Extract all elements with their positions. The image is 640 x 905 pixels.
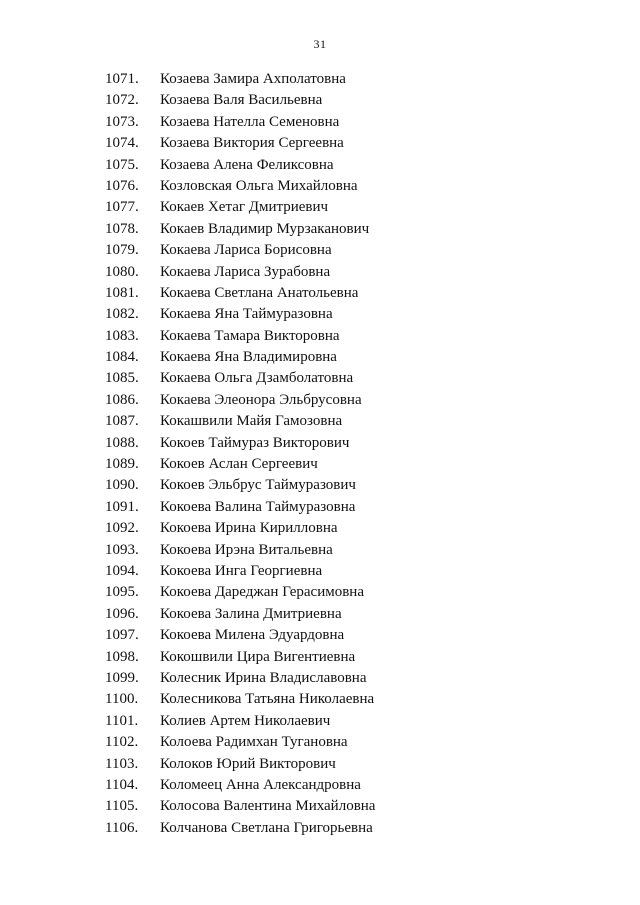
list-item [0, 796, 640, 817]
entry-number: 1105. [105, 798, 139, 815]
entry-name: Кокоев Эльбрус Таймуразович [160, 477, 356, 494]
entry-number: 1104. [105, 776, 139, 793]
entry-number: 1101. [105, 712, 139, 729]
entry-number: 1097. [105, 627, 139, 644]
list-item [0, 518, 640, 539]
entry-name: Козаева Виктория Сергеевна [160, 135, 344, 152]
entry-name: Кокаева Яна Владимировна [160, 349, 337, 366]
list-item [0, 668, 640, 689]
list-item [0, 775, 640, 796]
list-item [0, 240, 640, 261]
list-item [0, 540, 640, 561]
entry-name: Кокоева Валина Таймуразовна [160, 498, 356, 515]
list-item [0, 69, 640, 90]
list-item [0, 219, 640, 240]
entry-number: 1081. [105, 284, 139, 301]
list-item [0, 689, 640, 710]
list-item [0, 133, 640, 154]
list-item [0, 497, 640, 518]
entry-name: Кокоева Милена Эдуардовна [160, 627, 345, 644]
list-item [0, 112, 640, 133]
entry-number: 1089. [105, 456, 139, 473]
entry-number: 1078. [105, 220, 139, 237]
list-item [0, 368, 640, 389]
entry-name: Кокаев Хетаг Дмитриевич [160, 199, 329, 216]
entry-name: Кокаева Элеонора Эльбрусовна [160, 391, 362, 408]
entry-number: 1087. [105, 413, 139, 430]
entry-number: 1091. [105, 498, 139, 515]
entry-name: Колиев Артем Николаевич [160, 712, 331, 729]
entry-name: Кокоева Дареджан Герасимовна [160, 584, 364, 601]
entry-number: 1073. [105, 113, 139, 130]
list-item [0, 90, 640, 111]
entry-name: Кокаева Лариса Борисовна [160, 242, 332, 259]
list-item [0, 390, 640, 411]
entry-number: 1093. [105, 541, 139, 558]
entry-name: Колоков Юрий Викторович [160, 755, 336, 772]
entry-number: 1077. [105, 199, 139, 216]
entry-number: 1085. [105, 370, 139, 387]
entry-number: 1092. [105, 520, 139, 537]
list-item [0, 197, 640, 218]
entry-name: Кокоева Ирэна Витальевна [160, 541, 333, 558]
entry-name: Кокашвили Майя Гамозовна [160, 413, 343, 430]
list-item [0, 475, 640, 496]
list-item [0, 262, 640, 283]
entry-number: 1100. [105, 691, 139, 708]
entry-number: 1075. [105, 156, 139, 173]
entry-name: Кокаева Светлана Анатольевна [160, 284, 359, 301]
list-item [0, 326, 640, 347]
name-list [0, 69, 640, 839]
list-item [0, 454, 640, 475]
entry-name: Кокаева Лариса Зурабовна [160, 263, 331, 280]
list-item [0, 347, 640, 368]
entry-number: 1098. [105, 648, 139, 665]
entry-name: Кокаева Тамара Викторовна [160, 327, 340, 344]
entry-number: 1079. [105, 242, 139, 259]
entry-name: Козаева Валя Васильевна [160, 92, 323, 109]
entry-name: Кокоева Залина Дмитриевна [160, 605, 342, 622]
list-item [0, 155, 640, 176]
entry-name: Кокоева Ирина Кирилловна [160, 520, 338, 537]
list-item [0, 711, 640, 732]
entry-number: 1080. [105, 263, 139, 280]
entry-name: Кокаева Ольга Дзамболатовна [160, 370, 354, 387]
list-item [0, 582, 640, 603]
list-item [0, 176, 640, 197]
entry-name: Колчанова Светлана Григорьевна [160, 819, 373, 836]
entry-number: 1090. [105, 477, 139, 494]
list-item [0, 304, 640, 325]
entry-name: Колосова Валентина Михайловна [160, 798, 376, 815]
entry-number: 1071. [105, 71, 139, 87]
list-item [0, 754, 640, 775]
entry-name: Козаева Замира Ахполатовна [160, 71, 346, 87]
entry-name: Колоева Радимхан Тугановна [160, 734, 348, 751]
page-number: 31 [313, 37, 327, 51]
entry-number: 1095. [105, 584, 139, 601]
list-item [0, 625, 640, 646]
entry-number: 1094. [105, 562, 139, 579]
entry-name: Коломеец Анна Александровна [160, 776, 361, 793]
entry-name: Кокошвили Цира Вигентиевна [160, 648, 356, 665]
entry-number: 1106. [105, 819, 139, 836]
entry-name: Кокаева Яна Таймуразовна [160, 306, 333, 323]
entry-number: 1086. [105, 391, 139, 408]
list-item [0, 647, 640, 668]
entry-number: 1072. [105, 92, 139, 109]
list-item [0, 283, 640, 304]
list-item [0, 732, 640, 753]
entry-number: 1084. [105, 349, 139, 366]
entry-name: Козаева Нателла Семеновна [160, 113, 340, 130]
entry-name: Кокаев Владимир Мурзаканович [160, 220, 370, 237]
entry-number: 1099. [105, 669, 139, 686]
entry-name: Козаева Алена Феликсовна [160, 156, 334, 173]
list-item [0, 818, 640, 839]
entry-number: 1103. [105, 755, 139, 772]
list-item [0, 433, 640, 454]
entry-name: Кокоев Аслан Сергеевич [160, 456, 318, 473]
entry-number: 1102. [105, 734, 139, 751]
entry-number: 1083. [105, 327, 139, 344]
entry-name: Колесникова Татьяна Николаевна [160, 691, 375, 708]
entry-name: Кокоева Инга Георгиевна [160, 562, 323, 579]
entry-name: Кокоев Таймураз Викторович [160, 434, 350, 451]
entry-name: Колесник Ирина Владиславовна [160, 669, 367, 686]
entry-name: Козловская Ольга Михайловна [160, 177, 358, 194]
entry-number: 1076. [105, 177, 139, 194]
list-item [0, 411, 640, 432]
entry-number: 1096. [105, 605, 139, 622]
list-item [0, 604, 640, 625]
entry-number: 1082. [105, 306, 139, 323]
entry-number: 1088. [105, 434, 139, 451]
list-item [0, 561, 640, 582]
entry-number: 1074. [105, 135, 139, 152]
